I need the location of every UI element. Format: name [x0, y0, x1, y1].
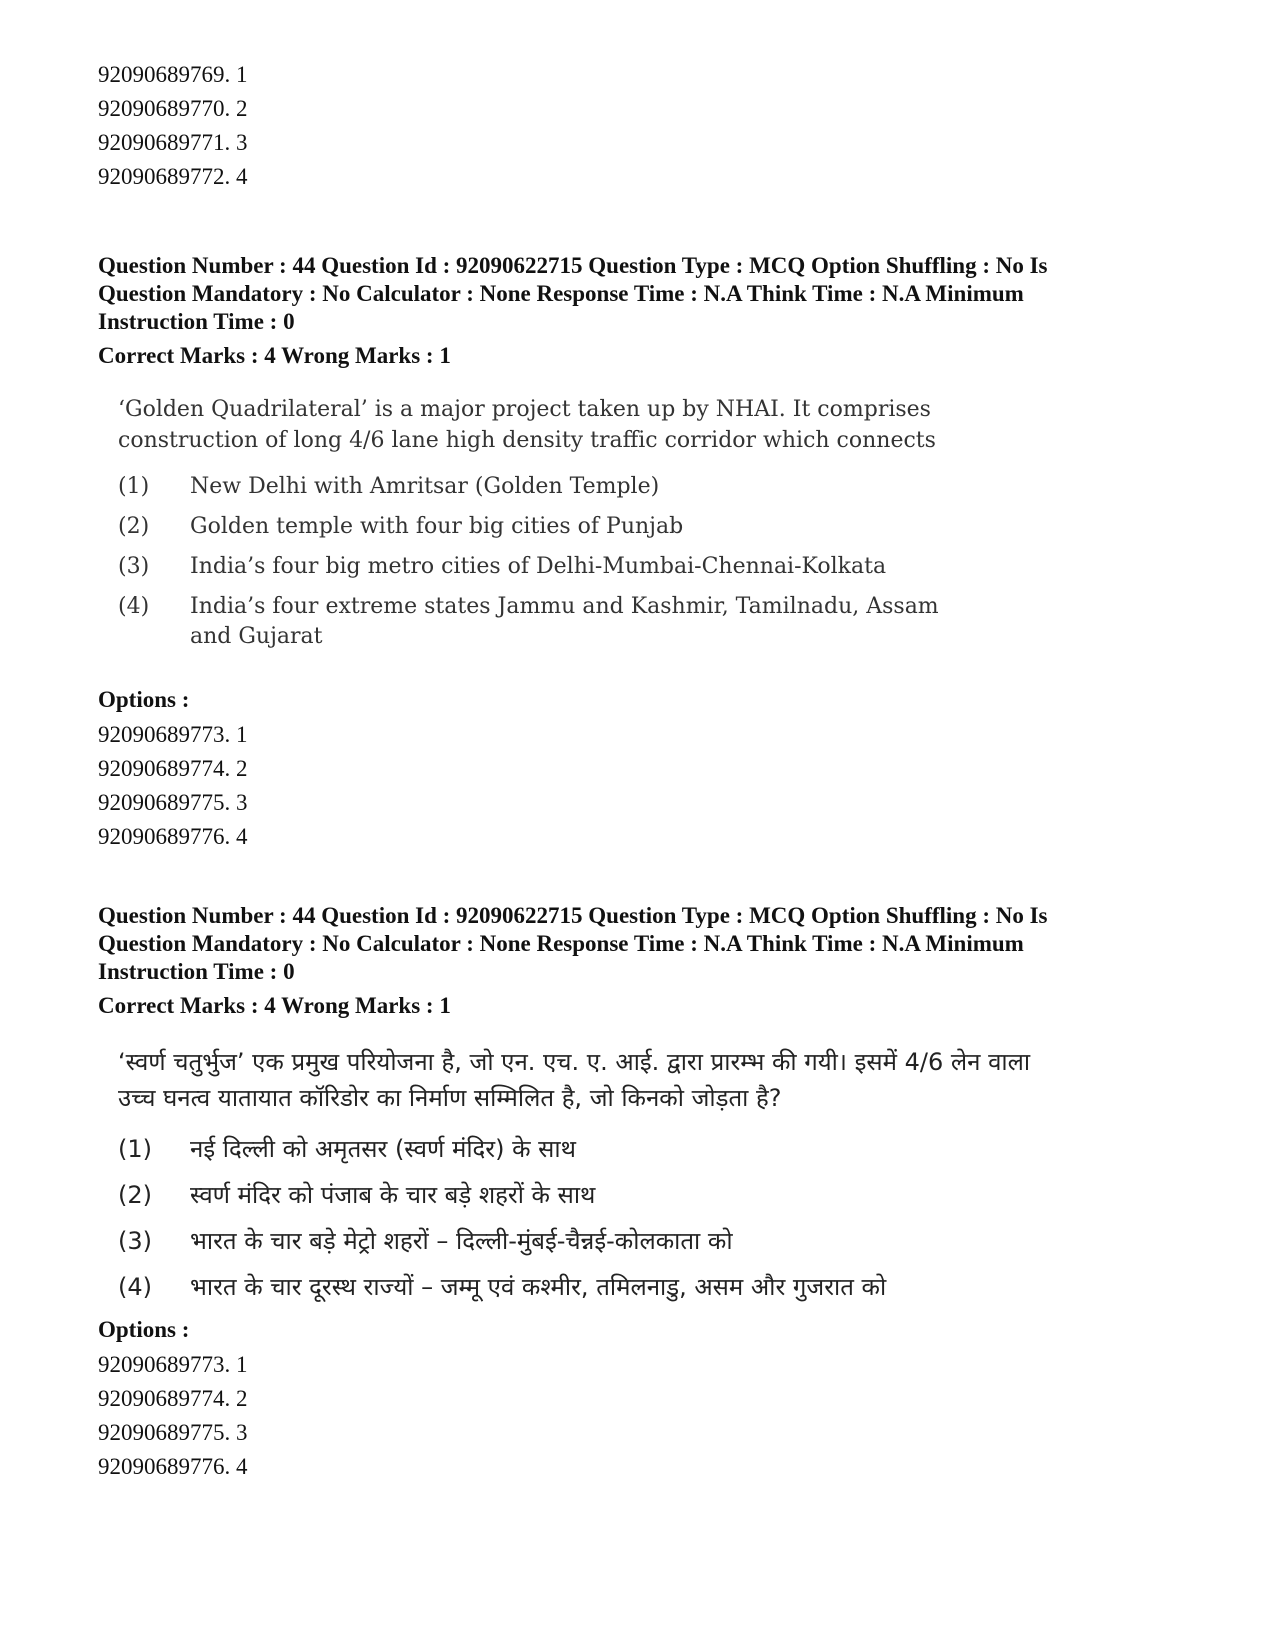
answer-choice	[118, 1132, 1198, 1166]
option-id-line: 92090689771. 3	[98, 130, 248, 155]
question-meta: Instruction Time : 0	[98, 959, 295, 984]
options-label: Options :	[98, 687, 190, 712]
choice-number: (3)	[118, 1227, 152, 1255]
choice-number: (3)	[118, 554, 150, 579]
question-meta: Question Number : 44 Question Id : 92090622715 Question Type : MCQ Option Shuffling : No Is	[98, 253, 1048, 278]
question-content	[118, 1044, 1198, 1304]
document-page	[98, 58, 1198, 1484]
question-content	[118, 394, 1198, 652]
choice-text: Golden temple with four big cities of Punjab	[190, 514, 684, 539]
choice-number: (2)	[118, 514, 150, 539]
question-stem: construction of long 4/6 lane high density traffic corridor which connects	[118, 428, 936, 453]
answer-choice	[118, 1178, 1198, 1212]
option-id-line: 92090689776. 4	[98, 824, 248, 849]
question-block-english	[98, 252, 1198, 854]
question-meta: Question Number : 44 Question Id : 92090622715 Question Type : MCQ Option Shuffling : No Is	[98, 903, 1048, 928]
answer-choice	[118, 1270, 1198, 1304]
answer-choices	[118, 472, 1198, 652]
answer-choice	[118, 472, 1198, 502]
question-stem: ‘स्वर्ण चतुर्भुज’ एक प्रमुख परियोजना है, जो एन. एच. ए. आई. द्वारा प्रारम्भ की गयी। इसमें 4/6 लेन वाला	[118, 1048, 1031, 1076]
choice-text: भारत के चार दूरस्थ राज्यों – जम्मू एवं कश्मीर, तमिलनाडु, असम और गुजरात को	[190, 1273, 887, 1301]
choice-text: स्वर्ण मंदिर को पंजाब के चार बड़े शहरों के साथ	[190, 1181, 596, 1209]
question-stem: उच्च घनत्व यातायात कॉरिडोर का निर्माण सम्मिलित है, जो किनको जोड़ता है?	[118, 1084, 782, 1112]
choice-number: (4)	[118, 594, 150, 619]
option-id-line: 92090689773. 1	[98, 1352, 248, 1377]
choice-number: (4)	[118, 1273, 152, 1301]
choice-text: नई दिल्ली को अमृतसर (स्वर्ण मंदिर) के साथ	[190, 1135, 576, 1163]
option-id-line: 92090689773. 1	[98, 722, 248, 747]
option-id-line: 92090689772. 4	[98, 164, 248, 189]
question-meta: Instruction Time : 0	[98, 309, 295, 334]
option-id-line: 92090689774. 2	[98, 1386, 248, 1411]
question-marks: Correct Marks : 4 Wrong Marks : 1	[98, 343, 451, 368]
choice-text: India’s four big metro cities of Delhi-Mumbai-Chennai-Kolkata	[190, 554, 887, 579]
choice-number: (2)	[118, 1181, 152, 1209]
choice-number: (1)	[118, 474, 150, 499]
answer-choice	[118, 592, 1198, 652]
option-id-line: 92090689770. 2	[98, 96, 248, 121]
choice-number: (1)	[118, 1135, 152, 1163]
answer-choices	[118, 1132, 1198, 1304]
question-block-hindi	[98, 902, 1198, 1484]
question-meta: Question Mandatory : No Calculator : None Response Time : N.A Think Time : N.A Minimum	[98, 281, 1024, 306]
answer-choice	[118, 552, 1198, 582]
answer-choice	[118, 1224, 1198, 1258]
choice-text: India’s four extreme states Jammu and Kashmir, Tamilnadu, Assam and Gujarat	[190, 594, 939, 649]
answer-choice	[118, 512, 1198, 542]
previous-question-options	[98, 58, 1198, 194]
options-label: Options :	[98, 1317, 190, 1342]
option-id-line: 92090689776. 4	[98, 1454, 248, 1479]
question-meta: Question Mandatory : No Calculator : None Response Time : N.A Think Time : N.A Minimum	[98, 931, 1024, 956]
option-id-line: 92090689775. 3	[98, 790, 248, 815]
question-stem: ‘Golden Quadrilateral’ is a major project taken up by NHAI. It comprises	[118, 397, 931, 422]
option-id-line: 92090689769. 1	[98, 62, 248, 87]
option-id-line: 92090689774. 2	[98, 756, 248, 781]
option-id-line: 92090689775. 3	[98, 1420, 248, 1445]
choice-text: भारत के चार बड़े मेट्रो शहरों – दिल्ली-मुंबई-चैन्नई-कोलकाता को	[190, 1227, 733, 1255]
question-marks: Correct Marks : 4 Wrong Marks : 1	[98, 993, 451, 1018]
choice-text: New Delhi with Amritsar (Golden Temple)	[190, 474, 660, 499]
